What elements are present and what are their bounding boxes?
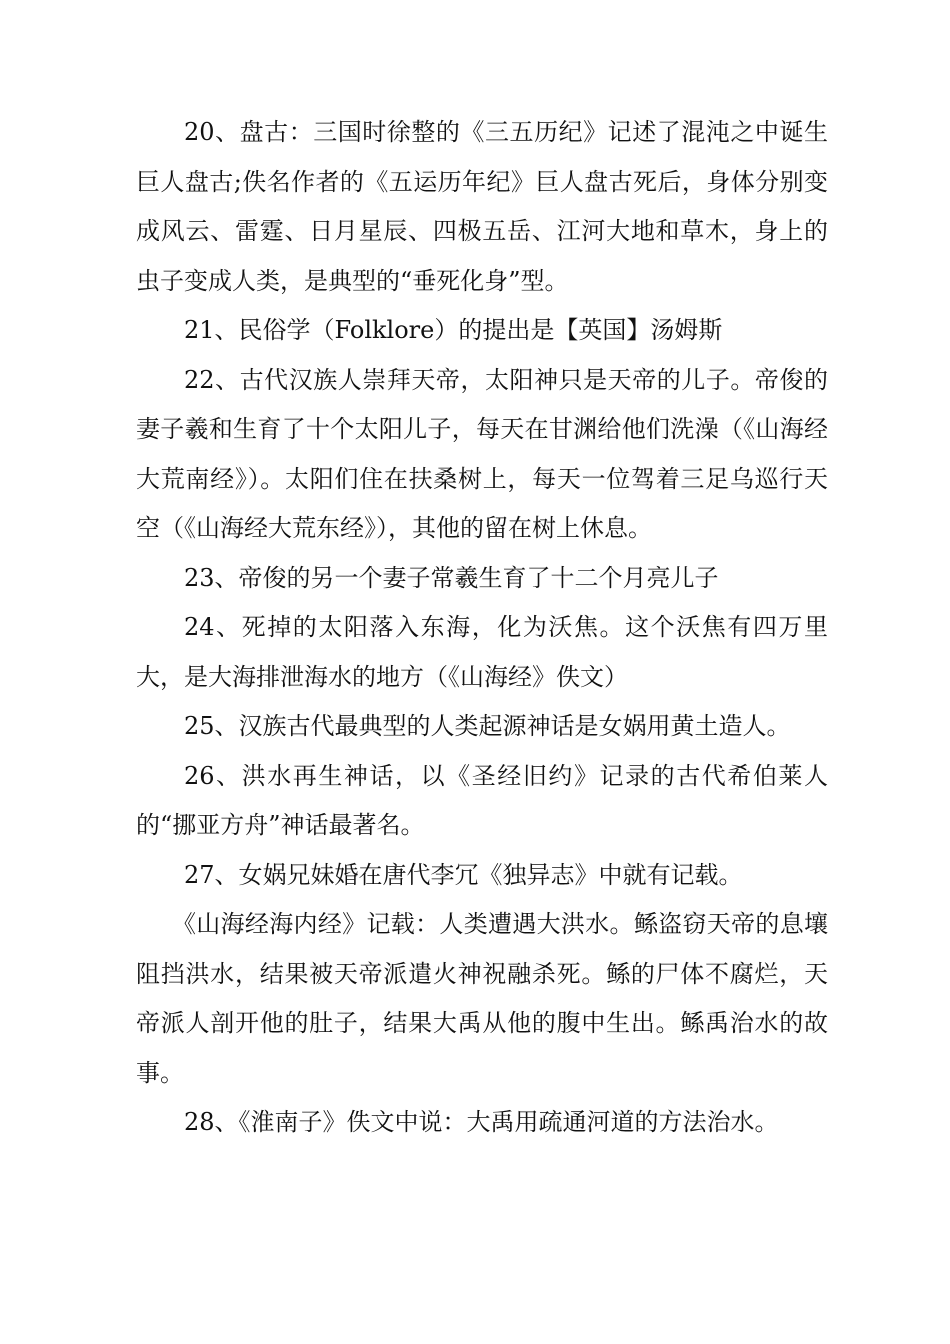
paragraph-gun-yu-flood: 《山海经海内经》记载：人类遭遇大洪水。鲧盗窃天帝的息壤阻挡洪水，结果被天帝派遣火神祝融杀死。鲧的尸体不腐烂，天帝派人剖开他的肚子，结果大禹从他的腹中生出。鲧禹治水的故事。 bbox=[136, 910, 828, 1087]
paragraph-23-moon-sons: 23、帝俊的另一个妻子常羲生育了十二个月亮儿子 bbox=[184, 563, 719, 592]
paragraph-25-nuwa-clay: 25、汉族古代最典型的人类起源神话是女娲用黄土造人。 bbox=[184, 712, 791, 740]
paragraph-22-sun-god: 22、古代汉族人崇拜天帝，太阳神只是天帝的儿子。帝俊的妻子羲和生育了十个太阳儿子，每天在甘渊给他们洗澡（《山海经大荒南经》）。太阳们住在扶桑树上，每天一位驾着三足乌巡行天空（《山海经大荒东经》），其他的留在树上休息。 bbox=[136, 365, 828, 542]
document-page bbox=[136, 108, 828, 1148]
paragraph-27-sibling-marriage: 27、女娲兄妹婚在唐代李冗《独异志》中就有记载。 bbox=[184, 860, 743, 889]
paragraph-24-wojiao: 24、死掉的太阳落入东海，化为沃焦。这个沃焦有四万里大，是大海排泄海水的地方（《山海经》佚文） bbox=[136, 613, 828, 691]
paragraph-26-flood-myth: 26、洪水再生神话，以《圣经旧约》记录的古代希伯莱人的“挪亚方舟”神话最著名。 bbox=[136, 761, 828, 839]
paragraph-20-pangu: 20、盘古：三国时徐整的《三五历纪》记述了混沌之中诞生巨人盘古;佚名作者的《五运历年纪》巨人盘古死后，身体分别变成风云、雷霆、日月星辰、四极五岳、江河大地和草木，身上的虫子变成人类，是典型的“垂死化身”型。 bbox=[136, 118, 828, 295]
paragraph-21-folklore: 21、民俗学（Folklore）的提出是【英国】汤姆斯 bbox=[184, 316, 723, 344]
paragraph-28-huainanzi: 28、《淮南子》佚文中说：大禹用疏通河道的方法治水。 bbox=[184, 1108, 779, 1136]
